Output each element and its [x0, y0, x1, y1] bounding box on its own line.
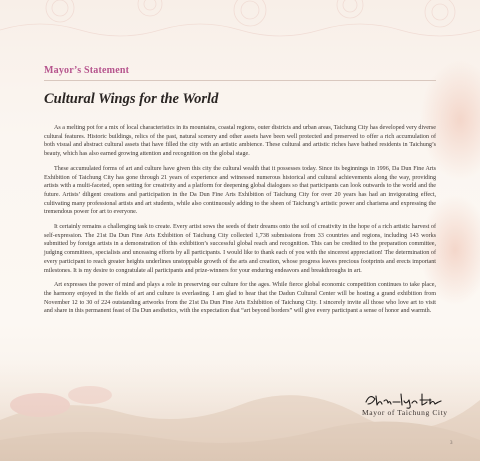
section-divider [44, 80, 436, 81]
paragraph-3: It certainly remains a challenging task to create. Every artist sows the seeds of their dreams onto the soil of creativity in the hope of a rich artistic harvest of self-expression. The 21st Da Dun Fine Arts Exhibition of Taichung City collected 1,738 submissions from 33 countries and regions, including 143 works submitted by foreign artists in a demonstration of this exhibition’s successful global reach and recognition. This can be credited to the preparation committee, judging committees, specialists and unceasing efforts by all participants. I would like to thank each of you with the sincerest appreciation! The determination of every participant to reach greater heights underlines unstoppable growth of the arts and creation, whose progress leaves precious footprints and erects important milestones. It is my desire to congratulate all participants and prize-winners for your enduring endeavors and breakthroughs in art. [44, 224, 436, 274]
statement-body [44, 124, 436, 322]
paragraph-2: These accumulated forms of art and culture have given this city the cultural wealth that it possesses today. Since its beginnings in 1996, Da Dun Fine Arts Exhibition of Taichung City has gone through 21 years of experience and witnessed numerous historical and cultural achievements along the way, providing artists with a multi-faceted, open setting for creativity and a platform for deepening global dialogues so that participants can look outwards to the world and the future. Artists’ diligent creations and participation in the Da Dun Fine Arts Exhibition of Taichung City for over 20 years has had an invigorating effect, cultivating many professional artists and art students, while also continuously adding to the sheen of Taichung’s artistic power and charisma and expressing the tremendous power for art to everyone. [44, 165, 436, 216]
top-ornament [0, 0, 480, 36]
paragraph-4: Art expresses the power of mind and plays a role in preserving our culture for the ages. While fierce global economic competition continues to take place, the harmony enjoyed in the fields of art and culture is everlasting. I am glad to hear that the Dadun Cultural Center will be hosting a grand exhibition from November 12 to 30 of 224 outstanding artworks from the 21st Da Dun Fine Arts Exhibition of Taichung City. I sincerely invite all those who love art to visit and share in this permanent feast of Da Dun aesthetics, with the expectation that “art beyond borders” will give every participant a sense of honor and warmth. [44, 282, 436, 315]
handwritten-signature [364, 390, 444, 410]
paragraph-1: As a melting pot for a mix of local characteristics in its mountains, coastal regions, outer districts and urban areas, Taichung City has developed very diverse cultural features. Historic buildings, relics of the past, natural scenery and other assets have been well protected and preserved to offer a rich accumulation of both visual and abstract cultural assets that have filled the city with an artistic ambience. These cultural and artistic riches have bathed residents in Taichung’s beauty, which has also earned growing attention and recognition on the global stage. [44, 125, 436, 158]
signature-title: Mayor of Taichung City [362, 408, 448, 417]
section-label: Mayor’s Statement [44, 65, 130, 76]
page-title: Cultural Wings for the World [44, 91, 219, 107]
page-number: 3 [450, 441, 453, 446]
